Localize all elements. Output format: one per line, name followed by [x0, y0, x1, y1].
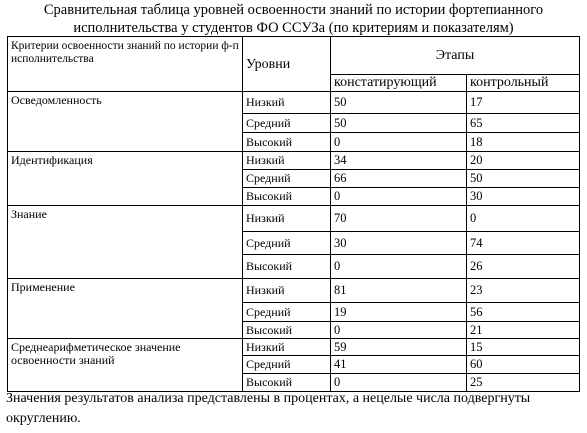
control-value-cell: 65 — [467, 114, 580, 133]
control-value-cell: 56 — [467, 303, 580, 322]
ascertaining-value-cell: 0 — [331, 188, 467, 206]
level-cell: Высокий — [243, 188, 331, 206]
level-cell: Низкий — [243, 206, 331, 232]
ascertaining-value-cell: 66 — [331, 170, 467, 188]
control-value-cell: 60 — [467, 356, 580, 374]
ascertaining-value-cell: 50 — [331, 92, 467, 114]
control-value-cell: 21 — [467, 322, 580, 339]
header-row — [8, 37, 580, 75]
criteria-header: Критерии освоенности знаний по истории ф-п исполнительства — [8, 37, 243, 92]
ascertaining-value-cell: 81 — [331, 279, 467, 303]
control-value-cell: 15 — [467, 339, 580, 356]
stages-header: Этапы — [331, 37, 580, 75]
ascertaining-value-cell: 0 — [331, 322, 467, 339]
ascertaining-value-cell: 70 — [331, 206, 467, 232]
control-value-cell: 25 — [467, 374, 580, 392]
level-cell: Высокий — [243, 322, 331, 339]
level-cell: Средний — [243, 232, 331, 255]
ascertaining-value-cell: 0 — [331, 255, 467, 279]
level-cell: Средний — [243, 303, 331, 322]
table-row — [8, 152, 580, 170]
ascertaining-value-cell: 19 — [331, 303, 467, 322]
level-cell: Низкий — [243, 152, 331, 170]
table-row — [8, 206, 580, 232]
ascertaining-value-cell: 0 — [331, 133, 467, 152]
criterion-cell: Среднеарифметическое значение освоенности знаний — [8, 339, 243, 392]
control-value-cell: 74 — [467, 232, 580, 255]
control-value-cell: 18 — [467, 133, 580, 152]
ascertaining-value-cell: 41 — [331, 356, 467, 374]
table-row — [8, 339, 580, 356]
table-row — [8, 92, 580, 114]
control-value-cell: 26 — [467, 255, 580, 279]
level-cell: Низкий — [243, 279, 331, 303]
results-table — [7, 36, 580, 392]
control-value-cell: 30 — [467, 188, 580, 206]
stage-control-header: контрольный — [467, 75, 580, 92]
caption-line-2: исполнительства у студентов ФО ССУЗа (по критериям и показателям) — [73, 20, 514, 36]
level-cell: Средний — [243, 356, 331, 374]
ascertaining-value-cell: 50 — [331, 114, 467, 133]
stage-ascertaining-header: констатирующий — [331, 75, 467, 92]
criterion-cell: Применение — [8, 279, 243, 339]
criterion-cell: Идентификация — [8, 152, 243, 206]
level-cell: Высокий — [243, 374, 331, 392]
table-row — [8, 279, 580, 303]
table-caption — [0, 1, 587, 37]
control-value-cell: 23 — [467, 279, 580, 303]
results-table-wrap — [7, 36, 580, 392]
ascertaining-value-cell: 59 — [331, 339, 467, 356]
criterion-cell: Осведомленность — [8, 92, 243, 152]
level-cell: Низкий — [243, 339, 331, 356]
ascertaining-value-cell: 30 — [331, 232, 467, 255]
control-value-cell: 50 — [467, 170, 580, 188]
level-cell: Средний — [243, 170, 331, 188]
levels-header: Уровни — [243, 37, 331, 92]
ascertaining-value-cell: 0 — [331, 374, 467, 392]
control-value-cell: 20 — [467, 152, 580, 170]
level-cell: Высокий — [243, 133, 331, 152]
footnote: Значения результатов анализа представлены в процентах, а нецелые числа подвергнуты округлению. — [6, 391, 531, 426]
control-value-cell: 17 — [467, 92, 580, 114]
criterion-cell: Знание — [8, 206, 243, 279]
caption-line-1: Сравнительная таблица уровней освоенности знаний по истории фортепианного — [43, 2, 544, 18]
control-value-cell: 0 — [467, 206, 580, 232]
ascertaining-value-cell: 34 — [331, 152, 467, 170]
level-cell: Средний — [243, 114, 331, 133]
level-cell: Низкий — [243, 92, 331, 114]
level-cell: Высокий — [243, 255, 331, 279]
results-table-body — [8, 37, 580, 392]
